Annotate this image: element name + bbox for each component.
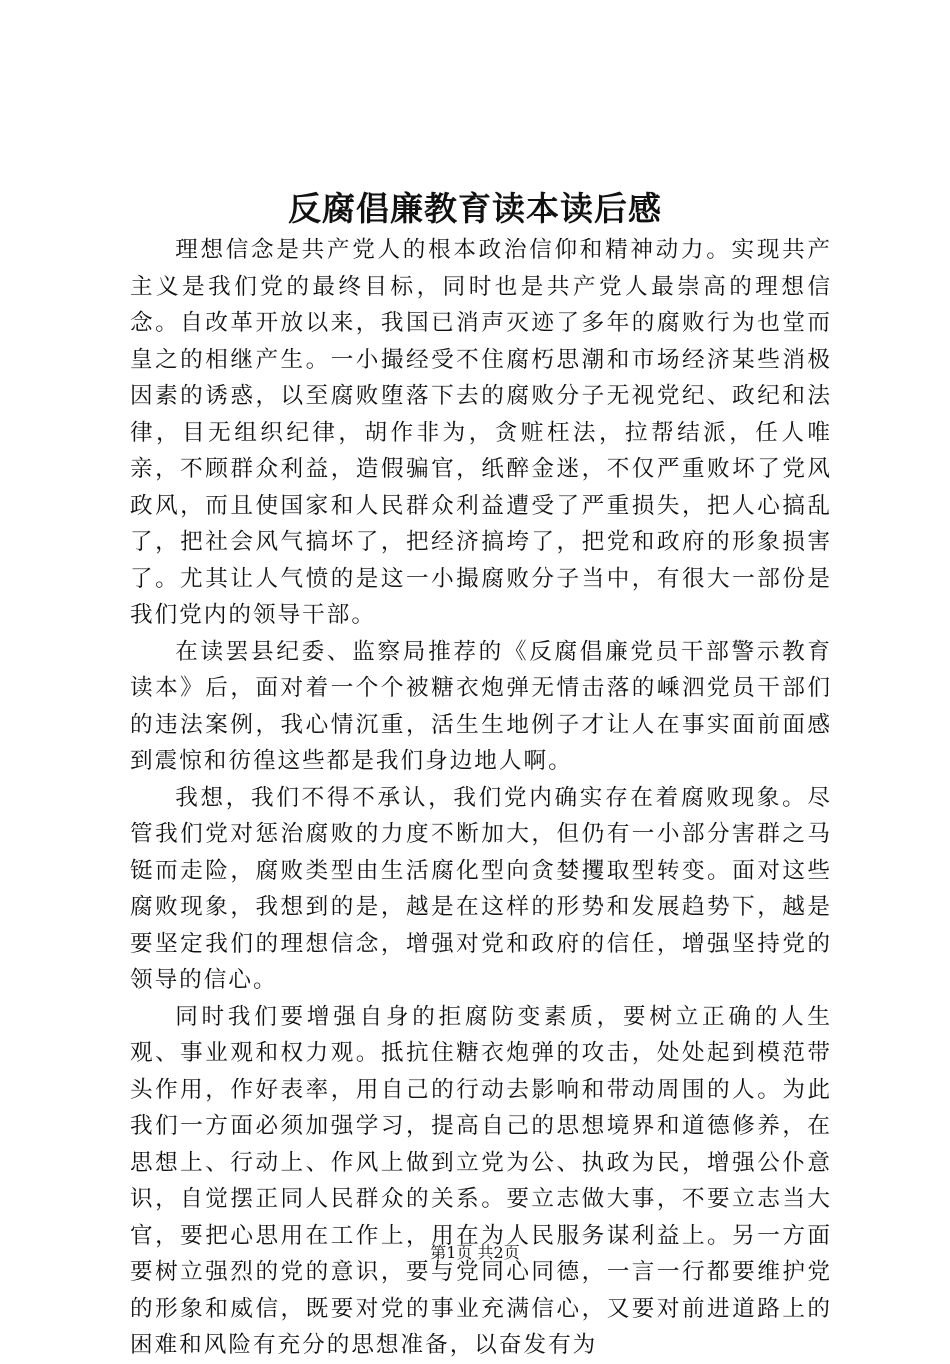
paragraph-2: 在读罢县纪委、监察局推荐的《反腐倡廉党员干部警示教育读本》后，面对着一个个被糖衣炮弹无情击落的嵊泗党员干部们的违法案例，我心情沉重，活生生地例子才让人在事实面前面感到震惊和彷徨这些都是我们身边地人啊。 [130,638,832,774]
document-body [130,232,832,1364]
page-number-footer: 第1页 共2页 [430,1243,520,1262]
paragraph-4: 同时我们要增强自身的拒腐防变素质，要树立正确的人生观、事业观和权力观。抵抗住糖衣炮弹的攻击，处处起到模范带头作用，作好表率，用自己的行动去影响和带动周围的人。为此我们一方面必须加强学习，提高自己的思想境界和道德修养，在思想上、行动上、作风上做到立党为公、执政为民，增强公仆意识，自觉摆正同人民群众的关系。要立志做大事，不要立志当大官，要把心思用在工作上，用在为人民服务谋利益上。另一方面要树立强烈的党的意识，要与党同心同德，一言一行都要维护党的形象和威信，既要对党的事业充满信心，又要对前进道路上的困难和风险有充分的思想准备，以奋发有为 [130,1003,832,1358]
paragraph-3: 我想，我们不得不承认，我们党内确实存在着腐败现象。尽管我们党对惩治腐败的力度不断加大，但仍有一小部分害群之马铤而走险，腐败类型由生活腐化型向贪婪攫取型转变。面对这些腐败现象，我想到的是，越是在这样的形势和发展趋势下，越是要坚定我们的理想信念，增强对党和政府的信任，增强坚持党的领导的信心。 [130,784,832,993]
paragraph-1: 理想信念是共产党人的根本政治信仰和精神动力。实现共产主义是我们党的最终目标，同时也是共产党人最崇高的理想信念。自改革开放以来，我国已消声灭迹了多年的腐败行为也堂而皇之的相继产生。一小撮经受不住腐朽思潮和市场经济某些消极因素的诱惑，以至腐败堕落下去的腐败分子无视党纪、政纪和法律，目无组织纪律，胡作非为，贪赃枉法，拉帮结派，任人唯亲，不顾群众利益，造假骗官，纸醉金迷，不仅严重败坏了党风政风，而且使国家和人民群众利益遭受了严重损失，把人心搞乱了，把社会风气搞坏了，把经济搞垮了，把党和政府的形象损害了。尤其让人气愤的是这一小撮腐败分子当中，有很大一部份是我们党内的领导干部。 [130,237,832,628]
document-title: 反腐倡廉教育读本读后感 [288,189,662,228]
